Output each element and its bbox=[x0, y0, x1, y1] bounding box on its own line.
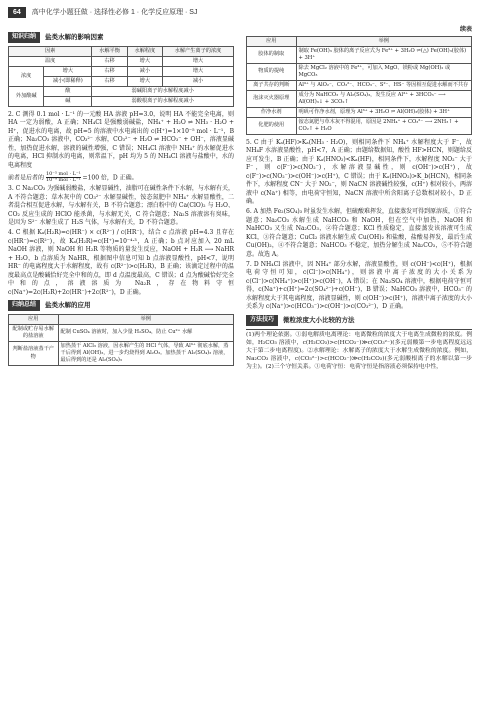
table-cell: 泡沫灭火器原理 bbox=[247, 90, 297, 107]
answer-4: 4. C 根据 Kₐ(H₂R)=c(HR⁻) × c(R²⁻) / c(HR⁻)，结合 c 点溶液 pH=4.3 且存在 c(HR⁻)=c(R²⁻)，故 Kₐ(H₂R)=c(H⁺)=10⁻⁴·³，A 正确；b 点对应加入 20 mL NaOH 溶液，则 NaOH 和 H₂R 等物质的量发生反应，NaOH + H₂R ⟶ NaHR + H₂O，b 点溶质为 NaHR，根据图中信息可知 b 点溶液显酸性，pH<7，说明 HR⁻ 的电离程度大于水解程度，故有 c(R²⁻)>c(H₂R)，B 正确；该滴定过程中的温度最高点是酸碱恰好完全中和的点，即 d 点温度最高，C 错误；d 点为酸碱恰好完全中和的点，溶液溶质为 Na₂R，存在物料守恒 c(Na⁺)=2c(H₂R)+2c(HR⁻)+2c(R²⁻)，D 正确。 bbox=[8, 229, 234, 296]
table-cell: 物质的提纯 bbox=[247, 63, 297, 80]
table-cell: 温度 bbox=[9, 56, 92, 66]
answer-5: 5. C 由于 Kₐ(HF)>Kₐ(NH₃ · H₂O)，则相同条件下 NH₄⁺ 水解程度大于 F⁻，故 NH₄F 水溶液显酸性，pH<7，A 正确；由题给数据知，酸性 HF>HCN，则题给反应可发生，B 正确；由于 Kₐ(HNO₂)<Kₐ(HF)，相同条件下，水解程度 NO₂⁻ 大于 F⁻，则 c(F⁻)>c(NO₂⁻)，水解溶液显碱性，则 c(OH⁻)>c(H⁺)，故 c(F⁻)>c(NO₂⁻)>c(OH⁻)>c(H⁺)，C 错误；由于 Kₐ(HNO₂)>K_b(HCN)，相同条件下，水解程度 CN⁻ 大于 NO₂⁻，则 NaCN 溶液碱性较强，c(H⁺) 相对较小，两溶液中 c(Na⁺) 相等，由电荷守恒知，NaCN 溶液中所含阳离子总数相对较小，D 正确。 bbox=[246, 138, 472, 206]
table-cell: 成分为 NaHCO₃ 与 Al₂(SO₄)₃，发生反应 Al³⁺ + 3HCO₃⁻ ⟶ Al(OH)₃↓ + 3CO₂↑ bbox=[296, 90, 472, 107]
answer-2-tail: 前者是后者的 $\frac{\text{10⁻⁵ mol · L⁻¹}}{\text{10⁻⁹ mol · L⁻¹}}$ =100 倍，D 正确。 bbox=[8, 170, 138, 184]
ratio-fraction: $\frac{\text{10⁻⁵ mol · L⁻¹}}{\text{10⁻⁹ mol · L⁻¹}}$ bbox=[45, 170, 81, 184]
left-column bbox=[8, 30, 234, 366]
table-cell: 明矾可作净水剂，原理为 Al³⁺ + 3H₂O ⇌ Al(OH)₃(胶体) + 3H⁺ bbox=[296, 107, 472, 117]
continued-label: 续表 bbox=[459, 27, 472, 33]
table-cell: 增大 bbox=[163, 66, 234, 76]
table-cell: 判断盐溶液蒸干产物 bbox=[9, 341, 59, 365]
table-cell: 增大 bbox=[127, 56, 162, 66]
applications-table bbox=[8, 314, 234, 366]
table-cell: 增大 bbox=[127, 76, 162, 86]
section-tag: 归纳总结 bbox=[8, 300, 40, 311]
table-cell: 碱 bbox=[44, 96, 92, 106]
table-cell: 减小 bbox=[127, 66, 162, 76]
table-cell: 右移 bbox=[92, 76, 127, 86]
section-heading bbox=[8, 32, 234, 43]
answer-6: 6. A 加热 Fe₂(SO₄)₃ 时虽发生水解，但硫酸难挥发，直接蒸发可得到原溶质，①符合题意；Na₂CO₃ 水解生成 NaHCO₃ 和 NaOH，但在空气中加热，NaOH 和 NaHCO₃ 又生成 Na₂CO₃，②符合题意；KCl 性质稳定，直接蒸发该溶液可生成 KCl，③符合题意；CuCl₂ 溶液水解生成 Cu(OH)₂ 和盐酸，盐酸易挥发，最后生成 Cu(OH)₂，④不符合题意；NaHCO₃ 不稳定，加热分解生成 Na₂CO₃，⑤不符合题意。故选 A。 bbox=[246, 208, 473, 258]
book-title: 高中化学小题狂做 · 选择性必修 1 · 化学反应原理 · SJ bbox=[31, 8, 198, 16]
table-cell: Al³⁺ 与 AlO₂⁻、CO₃²⁻、HCO₃⁻、S²⁻、HS⁻ 等因相互促进水解而不共存 bbox=[296, 80, 472, 90]
answer-7: 7. D NH₄Cl 溶液中，因 NH₄⁺ 部分水解，溶液显酸性，则 c(OH⁻)<c(H⁺)，根据电荷守恒可知，c(Cl⁻)>c(NH₄⁺)，则溶液中离子浓度的大小关系为 c(Cl⁻)>c(NH₄⁺)>c(H⁺)>c(OH⁻)，A 错误；在 Na₂SO₄ 溶液中，根据电荷守恒可得，c(Na⁺)+c(H⁺)=2c(SO₄²⁻)+c(OH⁻)，B 错误；NaHCO₃ 溶液中，HCO₃⁻ 的水解程度大于其电离程度，溶液显碱性，则 c(OH⁻)>c(H⁺)，溶液中离子浓度的大小关系为 c(Na⁺)>c(HCO₃⁻)>c(OH⁻)>c(CO₃²⁻)，D 正确。 bbox=[246, 260, 472, 311]
table-cell: 弱碱阳离子的水解程度减小 bbox=[92, 86, 234, 96]
table-cell: 作净水剂 bbox=[247, 107, 297, 117]
section-title: 盐类水解的影响因素 bbox=[45, 33, 104, 41]
table-cell: 弱酸根离子的水解程度减小 bbox=[92, 96, 234, 106]
table-cell: 配制 CuSO₄ 溶液时，加入少量 H₂SO₄，防止 Cu²⁺ 水解 bbox=[58, 324, 234, 341]
table-cell: 离子共存的判断 bbox=[247, 80, 297, 90]
table-cell: 外加酸碱 bbox=[9, 86, 44, 106]
section-heading bbox=[246, 315, 472, 326]
table-cell: 增大 bbox=[163, 56, 234, 66]
table-cell: 增大 bbox=[44, 66, 92, 76]
table-cell: 右移 bbox=[92, 56, 127, 66]
page-header bbox=[8, 6, 472, 19]
section-tag: 知识归纳 bbox=[8, 32, 40, 43]
section-heading bbox=[8, 300, 234, 311]
section-tag: 方法技巧 bbox=[246, 315, 278, 326]
table-header: 水解平衡 bbox=[92, 46, 127, 56]
page-number: 64 bbox=[8, 7, 26, 19]
answer-2: 2. C 测得 0.1 mol · L⁻¹ 的一元酸 HA 溶液 pH=3.0，说明 HA 不能完全电离，则 HA 一定为弱酸，A 正确；NH₄Cl 是强酸弱碱盐，NH₄⁺ + H₂O ⇌ NH₃ · H₂O + H⁺，促进水的电离，故 pH=5 的溶液中水电离出的 c(H⁺)=1×10⁻⁵ mol · L⁻¹，B 正确；Na₂CO₃ 溶液中，CO₃²⁻ 水解，CO₃²⁻ + H₂O ⇌ HCO₃⁻ + OH⁻，溶液显碱性，加热促进水解，溶液的碱性增强，C 错误；NH₄Cl 溶液中 NH₄⁺ 的水解促进水的电离，HCl 抑制水的电离，则常温下，pH 均为 5 的 NH₄Cl 溶液与盐酸中，水的电离程度 bbox=[8, 110, 234, 169]
table-cell: 铵态氮肥与草木灰不得混用，原因是 2NH₄⁺ + CO₃²⁻ ⟶ 2NH₃↑ + CO₂↑ + H₂O bbox=[296, 117, 472, 134]
applications-table-continued bbox=[246, 36, 472, 135]
table-cell: 除去 MgCl₂ 溶液中的 Fe³⁺，可加入 MgO、镁粉或 Mg(OH)₂ 或 MgCO₃ bbox=[296, 63, 472, 80]
tip-box bbox=[246, 329, 472, 372]
section-title: 盐类水解的应用 bbox=[45, 302, 91, 310]
table-header: 举例 bbox=[296, 36, 472, 46]
table-header: 应用 bbox=[9, 314, 59, 324]
table-cell: 减小(即稀释) bbox=[44, 76, 92, 86]
table-header: 应用 bbox=[247, 36, 297, 46]
answer-3: 3. C Na₂CO₃ 为强碱弱酸盐，水解显碱性，油脂可在碱性条件下水解，与水解有关，A 不符合题意；草木灰中的 CO₃²⁻ 水解显碱性，铵态氮肥中 NH₄⁺ 水解显酸性，二者混合相互促进水解，与水解有关，B 不符合题意；漂白粉中的 Ca(ClO)₂ 与 H₂O、CO₂ 反应生成的 HClO 能杀菌，与水解无关，C 符合题意；Na₂S 溶液溶有臭味，是因为 S²⁻ 水解生成了 H₂S 气体，与水解有关，D 不符合题意。 bbox=[8, 185, 234, 227]
table-header: 因素 bbox=[9, 46, 92, 56]
section-title: 微粒浓度大小比较的方法 bbox=[283, 316, 355, 324]
table-cell: 胶体的制取 bbox=[247, 46, 297, 63]
table-header: 举例 bbox=[58, 314, 234, 324]
table-cell: 右移 bbox=[92, 66, 127, 76]
table-cell: 配制或贮存易水解的盐溶液 bbox=[9, 324, 59, 341]
table-cell: 减小 bbox=[163, 76, 234, 86]
factors-table bbox=[8, 46, 234, 107]
table-cell: 浓度 bbox=[9, 66, 44, 86]
table-header: 水解产生离子的浓度 bbox=[163, 46, 234, 56]
table-cell: 酸 bbox=[44, 86, 92, 96]
table-cell: 化肥的使用 bbox=[247, 117, 297, 134]
right-column bbox=[246, 26, 472, 373]
table-cell: 制取 Fe(OH)₃ 胶体的离子反应式为 Fe³⁺ + 3H₂O ⇌(△) Fe(OH)₃(胶体) + 3H⁺ bbox=[296, 46, 472, 63]
tip-text: (1)两个理论依据。①弱电解质电离理论：电离微粒的浓度大于电离生成微粒的浓度。例如，H₂CO₃ 溶液中，c(H₂CO₃)>c(HCO₃⁻)≫c(CO₃²⁻)(多元弱酸第一步电离程度远远大于第二步电离程度)。②水解理论：水解离子的浓度大于水解生成微粒的浓度。例如，Na₂CO₃ 溶液中，c(CO₃²⁻)>c(HCO₃⁻)≫c(H₂CO₃)(多元弱酸根离子的水解以第一步为主)。(2)三个守恒关系。①电荷守恒：电荷守恒是指溶液必须保持电中性， bbox=[246, 331, 472, 371]
table-cell: 加热蒸干 AlCl₃ 溶液，因水解产生的 HCl 气体，导致 Al³⁺ 彻底水解，蒸干后得到 Al(OH)₃，进一步灼烧得到 Al₂O₃。加热蒸干 Al₂(SO₄)₃ 溶液，最后得到的还是 Al₂(SO₄)₃ bbox=[58, 341, 234, 365]
table-header: 水解程度 bbox=[127, 46, 162, 56]
